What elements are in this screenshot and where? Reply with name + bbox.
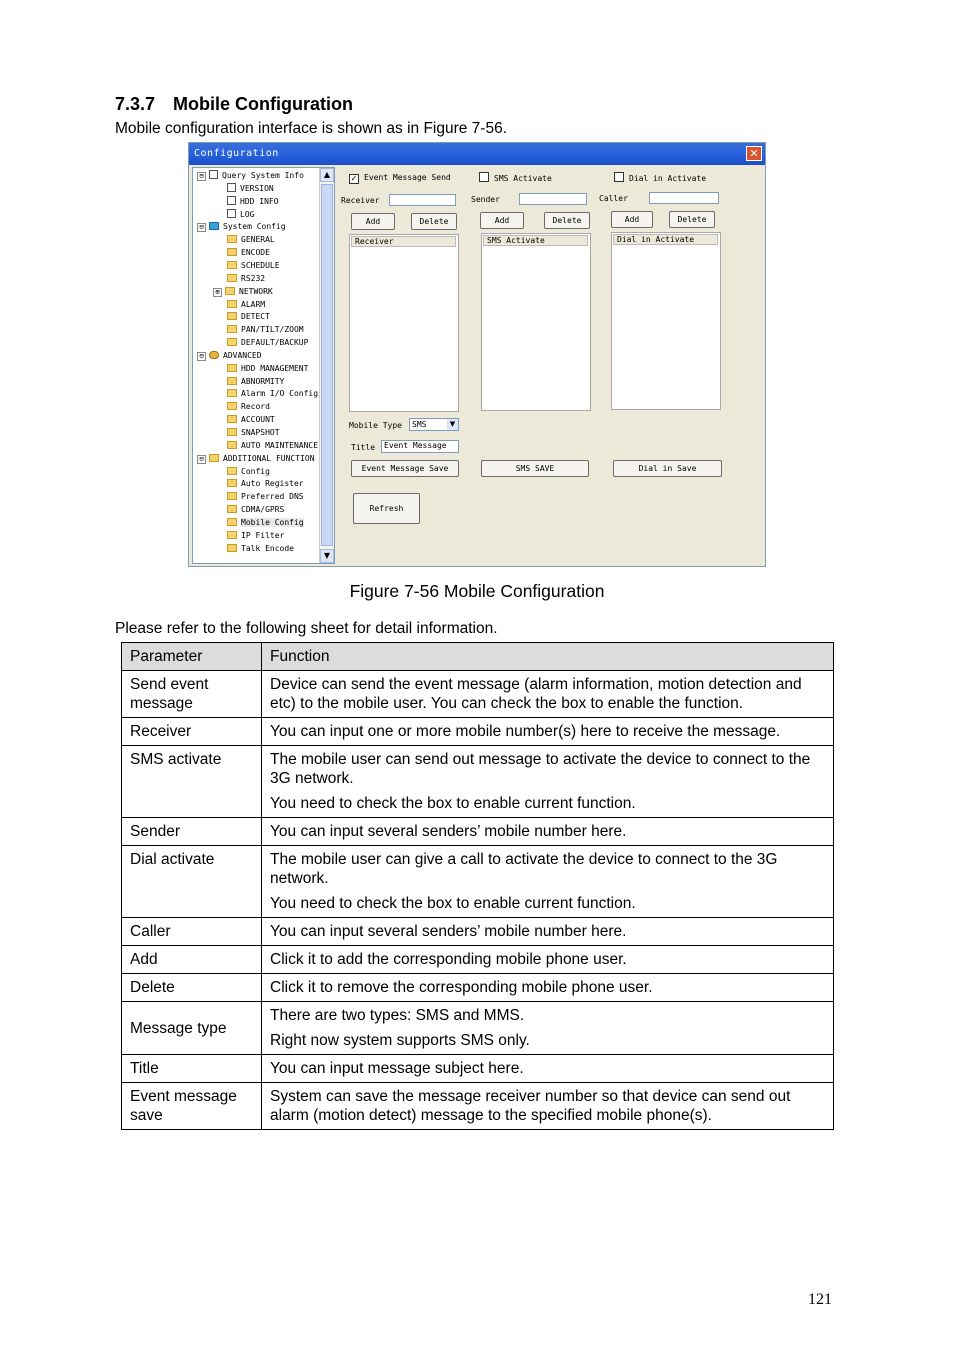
caller-add-button[interactable]: Add [611,211,653,228]
tree-item-label: AUTO MAINTENANCE [241,440,319,450]
tree-item[interactable] [213,543,294,555]
function-text: You need to check the box to enable current function. [270,795,636,812]
dial-in-activate-checkbox[interactable] [614,172,706,183]
table-row [122,846,834,918]
tree-item[interactable] [213,311,270,323]
tree-item[interactable] [213,466,270,478]
section-title: Mobile Configuration [173,94,353,114]
tree-item[interactable] [213,299,265,311]
event-message-save-button[interactable]: Event Message Save [351,460,459,477]
section-heading [115,94,353,115]
tree-item[interactable] [197,350,262,362]
advanced-icon [209,351,219,359]
dial-list-header: Dial in Activate [613,234,718,245]
tree-item[interactable] [213,427,280,439]
refresh-button[interactable]: Refresh [353,493,420,524]
tree-item[interactable] [213,337,308,349]
tree-item[interactable] [213,196,279,208]
function-cell [262,846,834,918]
doc-icon [227,196,236,205]
param-cell: Message type [122,1002,262,1055]
tree-item[interactable] [213,234,275,246]
table-row [122,818,834,846]
folder-icon [227,544,237,552]
config-tree [192,167,335,564]
checkbox-label: SMS Activate [494,174,552,183]
tree-item-label: DETECT [241,312,270,322]
checkbox-icon[interactable] [479,172,489,182]
table-row [122,946,834,974]
tree-item-label: Auto Register [241,479,304,489]
folder-icon [227,492,237,500]
tree-item[interactable] [213,209,254,221]
folder-icon [227,377,237,385]
tree-item[interactable] [213,517,304,529]
checkbox-icon[interactable] [614,172,624,182]
scroll-thumb[interactable] [321,184,333,546]
function-text: Click it to add the corresponding mobile phone user. [270,951,627,968]
tree-item-label: Talk Encode [241,543,294,553]
sender-label: Sender [471,195,500,204]
function-text: The mobile user can give a call to activate the device to connect to the 3G network. [270,851,778,887]
checkbox-label: Dial in Activate [629,174,707,183]
collapse-icon[interactable]: ⊟ [197,223,206,232]
tree-item-label: ACCOUNT [241,415,275,425]
param-cell: Dial activate [122,846,262,918]
tree-item-label: Preferred DNS [241,492,304,502]
tree-item-label: CDMA/GPRS [241,505,285,515]
param-cell: Caller [122,918,262,946]
param-cell: Sender [122,818,262,846]
tree-item[interactable] [213,388,318,400]
tree-item[interactable] [213,260,280,272]
mobile-type-select[interactable] [409,418,459,431]
folder-icon [227,505,237,513]
dial-in-save-button[interactable]: Dial in Save [613,460,722,477]
refer-text: Please refer to the following sheet for detail information. [115,620,498,637]
tree-item[interactable] [213,183,274,195]
folder-icon [227,235,237,243]
folder-icon [227,274,237,282]
tree-item-label: Query System Info [222,171,304,180]
folder-icon [227,389,237,397]
function-cell [262,1002,834,1055]
tree-item[interactable] [213,491,304,503]
param-cell: Event message save [122,1083,262,1130]
header-parameter: Parameter [122,643,262,671]
mobile-type-label: Mobile Type [349,421,402,430]
receiver-list-header: Receiver [351,236,456,247]
caller-input[interactable] [649,192,719,204]
folder-icon [227,338,237,346]
tree-item-label: SNAPSHOT [241,428,280,437]
doc-icon [227,183,236,192]
tree-item-label: ABNORMITY [241,376,285,386]
folder-icon [209,454,219,462]
tree-item-label: PAN/TILT/ZOOM [241,325,304,335]
function-cell [262,1083,834,1130]
param-cell: Delete [122,974,262,1002]
receiver-delete-button[interactable]: Delete [411,213,457,230]
function-cell [262,918,834,946]
window-titlebar [189,143,765,165]
folder-icon [227,428,237,436]
tree-item-label: ALARM [241,299,266,309]
function-cell [262,746,834,818]
folder-icon [227,441,237,449]
tree-item-label: IP Filter [241,530,285,540]
folder-icon [227,415,237,423]
folder-icon [227,402,237,410]
function-text: The mobile user can send out message to activate the device to connect to the 3G network. [270,751,811,787]
param-cell: Send event message [122,671,262,718]
folder-icon [227,248,237,256]
caller-delete-button[interactable]: Delete [669,211,715,228]
tree-item[interactable] [213,478,304,490]
tree-item-label: ENCODE [241,248,270,258]
section-number: 7.3.7 [115,94,156,114]
tree-item-label: NETWORK [239,286,273,296]
param-cell: Add [122,946,262,974]
function-cell [262,946,834,974]
tree-item[interactable] [213,504,284,516]
receiver-add-button[interactable]: Add [351,213,395,230]
tree-item-label: Alarm I/O Config [241,389,319,399]
window-title: Configuration [194,148,279,159]
tree-item[interactable] [197,170,304,182]
function-cell [262,818,834,846]
function-cell [262,671,834,718]
collapse-icon[interactable]: ⊟ [197,352,206,361]
function-text: You can input several senders’ mobile number here. [270,823,627,840]
scroll-up-icon[interactable]: ▲ [320,168,334,182]
tree-item[interactable] [213,414,275,426]
sms-list-header: SMS Activate [483,235,588,246]
tree-item-label: Record [241,402,270,412]
param-cell: SMS activate [122,746,262,818]
sms-activate-checkbox[interactable] [479,172,552,183]
checkbox-label: Event Message Send [364,173,451,182]
collapse-icon[interactable]: ⊟ [197,172,206,181]
tree-item-label: DEFAULT/BACKUP [241,338,309,348]
tree-item-label: HDD INFO [240,196,279,206]
function-cell [262,1055,834,1083]
tree-item[interactable] [213,286,273,298]
function-text: Click it to remove the corresponding mobile phone user. [270,979,653,996]
tree-item-label: RS232 [241,273,266,283]
sender-input[interactable] [519,193,587,205]
checkbox-icon[interactable]: ✓ [350,174,358,183]
table-row [122,746,834,818]
scroll-down-icon[interactable]: ▼ [320,549,334,563]
table-row [122,974,834,1002]
table-row [122,1002,834,1055]
figure-caption: Figure 7-56 Mobile Configuration [349,581,605,601]
dial-in-activate-list[interactable] [611,232,721,410]
function-text: There are two types: SMS and MMS. [270,1007,525,1024]
parameter-table [121,642,834,1130]
tree-item[interactable] [213,363,308,375]
tree-item[interactable] [213,530,284,542]
tree-item-label: ADDITIONAL FUNCTION [223,453,315,463]
folder-icon [225,287,235,295]
tree-item-label: LOG [240,209,255,219]
folder-icon [227,312,237,320]
table-row [122,1055,834,1083]
folder-icon [227,518,237,526]
sms-save-button[interactable]: SMS SAVE [481,460,589,477]
table-row [122,671,834,718]
tree-scrollbar[interactable] [319,168,334,563]
function-text: You can input one or more mobile number(s) here to receive the message. [270,723,781,740]
tree-item-label: VERSION [240,183,274,193]
function-text: You can input message subject here. [270,1060,524,1077]
tree-item[interactable] [213,401,270,413]
function-cell [262,718,834,746]
table-row [122,1083,834,1130]
event-message-send-checkbox[interactable] [349,173,451,184]
folder-icon [227,300,237,308]
tree-item[interactable] [197,453,315,465]
folder-icon [227,479,237,487]
param-cell: Receiver [122,718,262,746]
function-text: System can save the message receiver number so that device can send out alarm (motion detect) message to the specified mobile phone(s). [270,1088,791,1124]
config-icon [209,222,219,230]
doc-icon [227,209,236,218]
table-header-row [122,643,834,671]
tree-item[interactable] [213,273,265,285]
folder-icon [227,364,237,372]
tree-item-label: GENERAL [241,235,275,245]
tree-item-label: SCHEDULE [241,260,280,270]
function-text: You can input several senders’ mobile number here. [270,923,627,940]
param-cell: Title [122,1055,262,1083]
configuration-window [188,142,766,567]
collapse-icon[interactable]: ⊟ [197,455,206,464]
function-text: You need to check the box to enable current function. [270,895,636,912]
sms-activate-list[interactable] [481,233,591,411]
tree-item-label: HDD MANAGEMENT [241,363,309,373]
folder-icon [227,261,237,269]
expand-icon[interactable]: ⊞ [213,288,222,297]
sender-delete-button[interactable]: Delete [544,212,590,229]
title-input[interactable]: Event Message [381,440,459,453]
tree-item[interactable] [197,221,286,233]
title-label: Title [351,443,376,452]
chevron-down-icon[interactable]: ▼ [447,419,458,430]
tree-item-label: ADVANCED [223,350,262,360]
function-text: Device can send the event message (alarm information, motion detection and etc) to the mobile user. You can check the box to enable the function. [270,676,802,712]
page-number: 121 [808,1291,832,1308]
close-icon[interactable]: ✕ [746,146,762,161]
folder-icon [227,467,237,475]
table-row [122,918,834,946]
intro-text: Mobile configuration interface is shown as in Figure 7-56. [115,120,508,137]
mobile-type-value: SMS [412,420,427,429]
tree-item-label: Mobile Config [241,517,304,527]
function-text: Right now system supports SMS only. [270,1032,530,1049]
mobile-config-panel [337,167,763,565]
function-cell [262,974,834,1002]
tree-item[interactable] [213,324,304,336]
tree-item[interactable] [213,440,318,452]
folder-icon [227,531,237,539]
tree-item-label: Config [241,466,270,476]
folder-icon [227,325,237,333]
sender-add-button[interactable]: Add [480,212,524,229]
tree-item[interactable] [213,247,270,259]
doc-icon [209,170,218,179]
receiver-label: Receiver [341,196,380,205]
table-row [122,718,834,746]
caller-label: Caller [599,194,628,203]
tree-item[interactable] [213,376,284,388]
tree-item-label: System Config [223,222,286,232]
header-function: Function [262,643,834,671]
receiver-list[interactable] [349,234,459,412]
receiver-input[interactable] [389,194,456,206]
